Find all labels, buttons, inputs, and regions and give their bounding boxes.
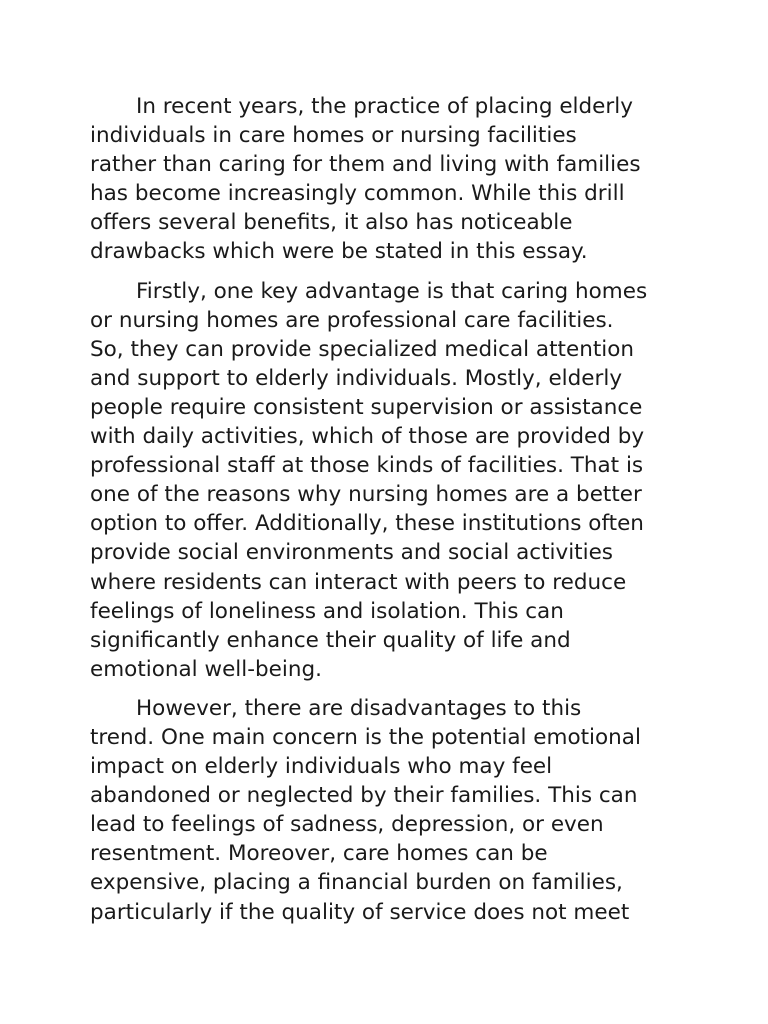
text-line: offers several benefits, it also has noticeable (90, 210, 573, 236)
text-line: or nursing homes are professional care facilities. (90, 307, 614, 333)
paragraph-2 (90, 277, 685, 684)
text-line: and support to elderly individuals. Mostly, elderly (90, 365, 623, 391)
text-line: particularly if the quality of service does not meet (90, 899, 630, 925)
text-line: with daily activities, which of those are provided by (90, 424, 645, 450)
text-line: significantly enhance their quality of life and (90, 627, 571, 653)
text-line: emotional well-being. (90, 656, 322, 682)
text-line: where residents can interact with peers to reduce (90, 569, 627, 595)
text-line: expensive, placing a financial burden on families, (90, 870, 623, 896)
text-line: In recent years, the practice of placing elderly (136, 94, 633, 119)
text-line: has become increasingly common. While this drill (90, 181, 625, 207)
text-line: lead to feelings of sadness, depression, or even (90, 812, 604, 838)
text-line: trend. One main concern is the potential emotional (90, 724, 641, 750)
text-line: professional staff at those kinds of facilities. That is (90, 453, 644, 479)
text-line: people require consistent supervision or assistance (90, 394, 643, 420)
paragraph-1 (90, 92, 685, 267)
text-line: impact on elderly individuals who may feel (90, 754, 553, 780)
text-line: So, they can provide specialized medical attention (90, 336, 634, 362)
essay-body (90, 92, 685, 927)
text-line: abandoned or neglected by their families. This can (90, 783, 638, 809)
text-line: option to offer. Additionally, these institutions often (90, 511, 644, 537)
text-line: rather than caring for them and living with families (90, 152, 641, 178)
text-line: feelings of loneliness and isolation. This can (90, 598, 564, 624)
text-line: individuals in care homes or nursing facilities (90, 123, 577, 149)
text-line: However, there are disadvantages to this (136, 695, 582, 721)
text-line: resentment. Moreover, care homes can be (90, 841, 548, 867)
text-line: drawbacks which were be stated in this essay. (90, 239, 588, 265)
text-line: provide social environments and social activities (90, 540, 614, 566)
text-line: Firstly, one key advantage is that caring homes (136, 278, 648, 304)
text-line: one of the reasons why nursing homes are a better (90, 482, 642, 508)
paragraph-3 (90, 694, 685, 927)
